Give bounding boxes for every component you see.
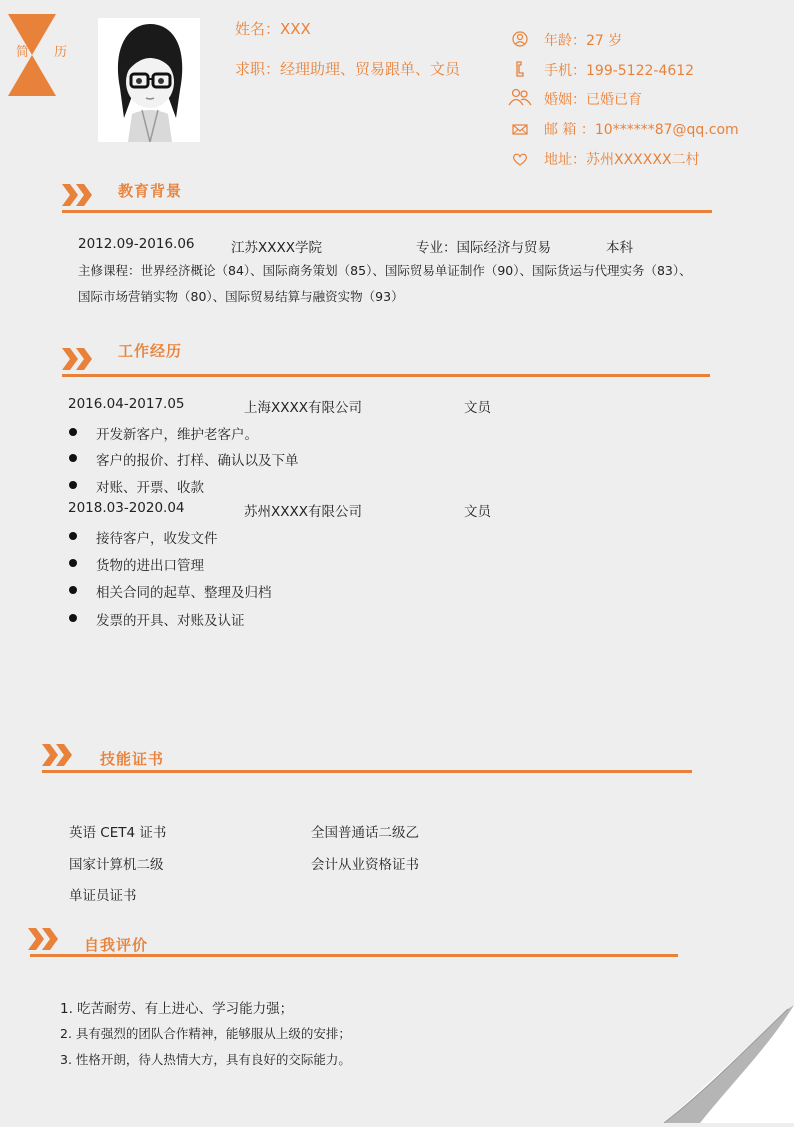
job-duty: 对账、开票、收款 [96,480,204,496]
bullet-dot [69,614,77,622]
logo-char-jian: 简 [16,45,30,60]
bullet-dot [69,428,77,436]
edu-school: 江苏XXXX学院 [231,240,322,256]
chevron-double-icon [62,184,96,206]
skill-item: 单证员证书 [69,888,137,904]
skill-item: 英语 CET4 证书 [69,825,167,841]
section-title-education: 教育背景 [118,182,183,200]
job-duty: 接待客户，收发文件 [96,531,218,547]
self-eval-item: 2. 具有强烈的团队合作精神，能够服从上级的安排； [60,1026,351,1041]
section-title-skills: 技能证书 [100,750,165,768]
job-position: 文员 [464,400,491,416]
bullet-dot [69,454,77,462]
self-eval-item: 1. 吃苦耐劳、有上进心、学习能力强； [60,1001,294,1017]
people-icon [508,88,532,106]
info-email: 邮 箱 ：10******87@qq.com [544,122,739,138]
job-company: 苏州XXXX有限公司 [244,504,362,520]
job-objective: 求职：经理助理、贸易跟单、文员 [235,60,461,78]
edu-courses-line2: 国际市场营销实物（80）、国际贸易结算与融资实物（93） [78,289,404,304]
job-duty: 相关合同的起草、整理及归档 [96,585,272,601]
job-duty: 货物的进出口管理 [96,558,204,574]
job-duty: 开发新客户，维护老客户。 [96,427,258,443]
job-position: 文员 [464,504,491,520]
section-divider [42,770,692,773]
job-period: 2018.03-2020.04 [68,500,185,516]
logo-char-li: 历 [54,45,68,60]
section-divider [62,374,710,377]
info-phone: 手机：199-5122-4612 [544,63,695,79]
edu-courses-line1: 主修课程：世界经济概论（84）、国际商务策划（85）、国际贸易单证制作（90）、国际货运与代理实务（83）、 [78,263,692,278]
logo [8,14,68,96]
bullet-dot [69,559,77,567]
page-curl-decoration [660,1005,794,1123]
bullet-dot [69,481,77,489]
avatar [98,18,200,142]
edu-major: 专业：国际经济与贸易 [416,240,551,256]
bullet-dot [69,532,77,540]
section-title-self-eval: 自我评价 [84,936,149,954]
heart-icon [510,150,530,168]
skill-item: 国家计算机二级 [69,857,164,873]
info-age: 年龄：27 岁 [544,33,623,49]
edu-period: 2012.09-2016.06 [78,236,195,252]
job-period: 2016.04-2017.05 [68,396,185,412]
info-marriage: 婚姻：已婚已育 [544,92,642,108]
info-address: 地址：苏州XXXXXX二村 [544,152,700,168]
skill-item: 全国普通话二级乙 [311,825,419,841]
name-label: 姓名：XXX [235,20,311,38]
skill-item: 会计从业资格证书 [311,857,419,873]
job-duty: 发票的开具、对账及认证 [96,613,245,629]
section-title-work: 工作经历 [118,342,183,360]
bullet-dot [69,586,77,594]
job-company: 上海XXXX有限公司 [244,400,362,416]
edu-degree: 本科 [606,240,633,256]
person-icon [510,30,530,48]
phone-icon [510,60,530,78]
section-divider [30,954,678,957]
self-eval-item: 3. 性格开朗，待人热情大方，具有良好的交际能力。 [60,1052,351,1067]
chevron-double-icon [42,744,76,766]
chevron-double-icon [62,348,96,370]
job-duty: 客户的报价、打样、确认以及下单 [96,453,299,469]
chevron-double-icon [28,928,62,950]
section-divider [62,210,712,213]
mail-icon [510,120,530,138]
